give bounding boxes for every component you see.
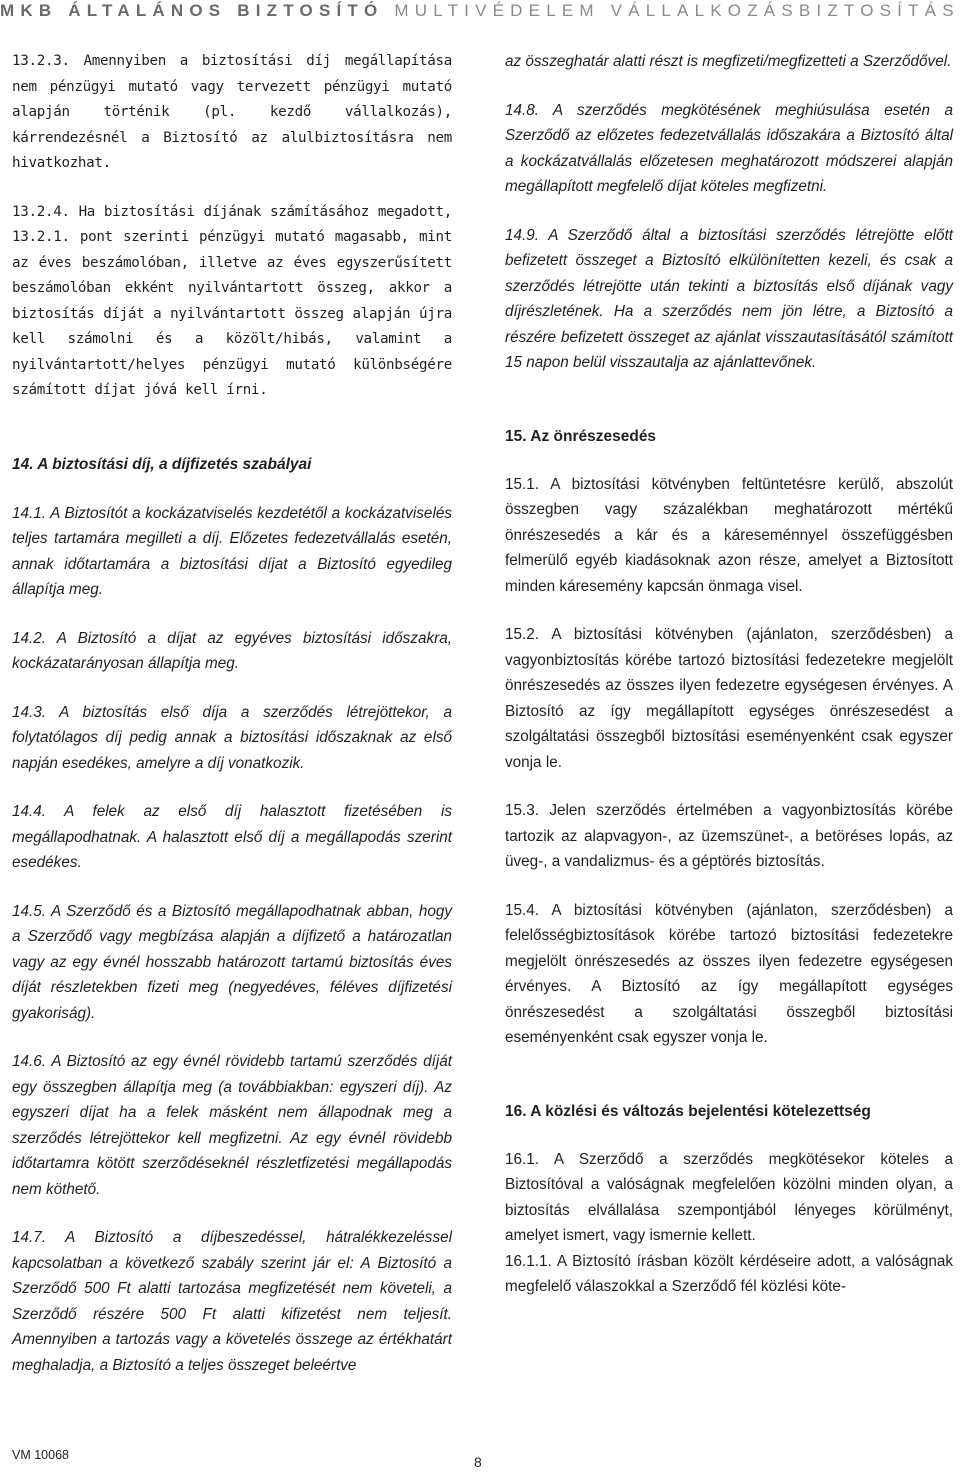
paragraph-14-1: 14.1. A Biztosítót a kockázatviselés kezdetétől a kockázatviselés teljes tartamára megilleti a díj. Előzetes fedezetvállalás esetén, annak időtartamára a biztosítási díjat a Biztosító egyedileg állapítja meg.: [12, 504, 452, 598]
paragraph-14-2: 14.2. A Biztosító a díjat az egyéves biztosítási időszakra, kockázatarányosan állapítja meg.: [12, 629, 452, 672]
header-company: MKB ÁLTALÁNOS BIZTOSÍTÓ: [0, 1, 384, 20]
paragraph-13-2-3: 13.2.3. Amennyiben a biztosítási díj megállapítása nem pénzügyi mutató vagy tervezett pénzügyi mutató alapján történik (pl. kezdő vállalkozás), kárrendezésnél a Biztosító az alulbiztosításra nem hivatkozhat.: [12, 53, 452, 171]
right-column: [505, 49, 953, 1300]
paragraph-14-9: 14.9. A Szerződő által a biztosítási szerződés létrejötte előtt befizetett összeget a Biztosító elkülönítetten kezeli, és csak a szerződés létrejötte után tekinti a biztosítás első díjának vagy díjrészletének. Ha a szerződés nem jön létre, a Biztosító a részére befizetett összeget az ajánlat visszautasításától számított 15 napon belül visszautalja az ajánlattevőnek.: [505, 226, 953, 371]
paragraph-continuation: az összeghatár alatti részt is megfizeti/megfizetteti a Szerződővel.: [505, 53, 952, 70]
paragraph-14-6: 14.6. A Biztosító az egy évnél rövidebb tartamú szerződés díját egy összegben állapítja meg (a továbbiakban: egyszeri díj). Az egyszeri díjat ha a felek másként nem állapodnak meg a szerződés létrejöttekor kell megfizetni. Az egy évnél rövidebb időtartamra kötött szerződéseknél részletfizetési megállapodás nem köthető.: [12, 1053, 452, 1198]
paragraph-16-1: 16.1. A Szerződő a szerződés megkötésekor köteles a Biztosítóval a valóságnak megfelelően közölni minden olyan, a biztosítás elvállalása szempontjából lényeges körülményt, amelyet ismert, vagy ismernie kellett.: [505, 1150, 953, 1244]
paragraph-14-4: 14.4. A felek az első díj halasztott fizetésében is megállapodhatnak. A halasztott első díj a megállapodás szerint esedékes.: [12, 803, 452, 871]
header-product: MULTIVÉDELEM VÁLLALKOZÁSBIZTOSÍTÁS: [394, 1, 960, 20]
section-16-heading: 16. A közlési és változás bejelentési kötelezettség: [505, 1102, 871, 1120]
running-header: [0, 0, 960, 28]
paragraph-14-8: 14.8. A szerződés megkötésének meghiúsulása esetén a Szerződő az előzetes fedezetvállalás időszakára a Biztosító által a kockázatvállalás előzetesen meghatározott módszerei alapján megállapított megfelelő díjat köteles megfizetni.: [505, 101, 953, 195]
paragraph-15-2: 15.2. A biztosítási kötvényben (ajánlaton, szerződésben) a vagyonbiztosítás körébe tartozó biztosítási fedezetekre megjelölt önrészesedés az összes ilyen fedezetre egységesen érvényes. A Biztosító az így megállapított egységes önrészesedést a szolgáltatási összegből biztosítási eseményenként csak egyszer vonja le.: [505, 626, 953, 771]
paragraph-14-7: 14.7. A Biztosító a díjbeszedéssel, hátralékkezeléssel kapcsolatban a következő szabály szerint jár el: A Biztosító a Szerződő 500 Ft alatti tartozása megfizetését nem követeli, a Szerződő részére 500 Ft alatti kifizetést nem teljesít. Amennyiben a tartozás vagy a követelés összege az értékhatárt meghaladja, a Biztosító a teljes összeget beleértve: [12, 1229, 452, 1374]
paragraph-14-5: 14.5. A Szerződő és a Biztosító megállapodhatnak abban, hogy a Szerződő vagy megbízása alapján a díjfizető a határozatlan vagy az egy évnél hosszabb határozott tartamú biztosítás éves díját részletekben fizeti meg (negyedéves, féléves díjfizetési gyakoriság).: [12, 902, 452, 1022]
paragraph-15-3: 15.3. Jelen szerződés értelmében a vagyonbiztosítás körébe tartozik az alapvagyon-, az üzemszünet-, a betöréses lopás, az üveg-, a vandalizmus- és a géptörés biztosítás.: [505, 802, 953, 870]
section-14-heading: 14. A biztosítási díj, a díjfizetés szabályai: [12, 455, 312, 473]
paragraph-15-4: 15.4. A biztosítási kötvényben (ajánlaton, szerződésben) a felelősségbiztosítások körébe tartozó biztosítási fedezetekre megjelölt önrészesedés az összes ilyen fedezetre egységesen érvényes. A Biztosító az így megállapított egységes önrészesedést a szolgáltatási összegből biztosítási eseményenként csak egyszer vonja le.: [505, 901, 953, 1046]
paragraph-13-2-4: 13.2.4. Ha biztosítási díjának számításához megadott, 13.2.1. pont szerinti pénzügyi mutató magasabb, mint az éves beszámolóban, illetve az éves egyszerűsített beszámolóban ekként nyilvántartott összeg, akkor a biztosítás díját a nyilvántartott összeg alapján újra kell számolni és a közölt/hibás, valamint a nyilvántartott/helyes pénzügyi mutató különbségére számított díjat jóvá kell írni.: [12, 203, 452, 398]
page-number: 8: [474, 1454, 482, 1470]
paragraph-16-1-1: 16.1.1. A Biztosító írásban közölt kérdéseire adott, a valóságnak megfelelő válaszokkal a Szerződő fél közlési köte-: [505, 1252, 953, 1295]
left-column: [12, 49, 452, 1378]
paragraph-14-3: 14.3. A biztosítás első díja a szerződés létrejöttekor, a folytatólagos díj pedig annak a biztosítási időszaknak az első napján esedékes, amelyre a díj vonatkozik.: [12, 703, 452, 772]
paragraph-15-1: 15.1. A biztosítási kötvényben feltüntetésre kerülő, abszolút összegben vagy százalékban meghatározott mértékű önrészesedés a kár és a káreseménnyel összefüggésben felmerülő egyéb kiadásoknak azon része, amelyet a Biztosított minden káresemény kapcsán önmaga visel.: [505, 475, 953, 595]
document-code: VM 10068: [12, 1448, 69, 1462]
section-15-heading: 15. Az önrészesedés: [505, 427, 657, 445]
